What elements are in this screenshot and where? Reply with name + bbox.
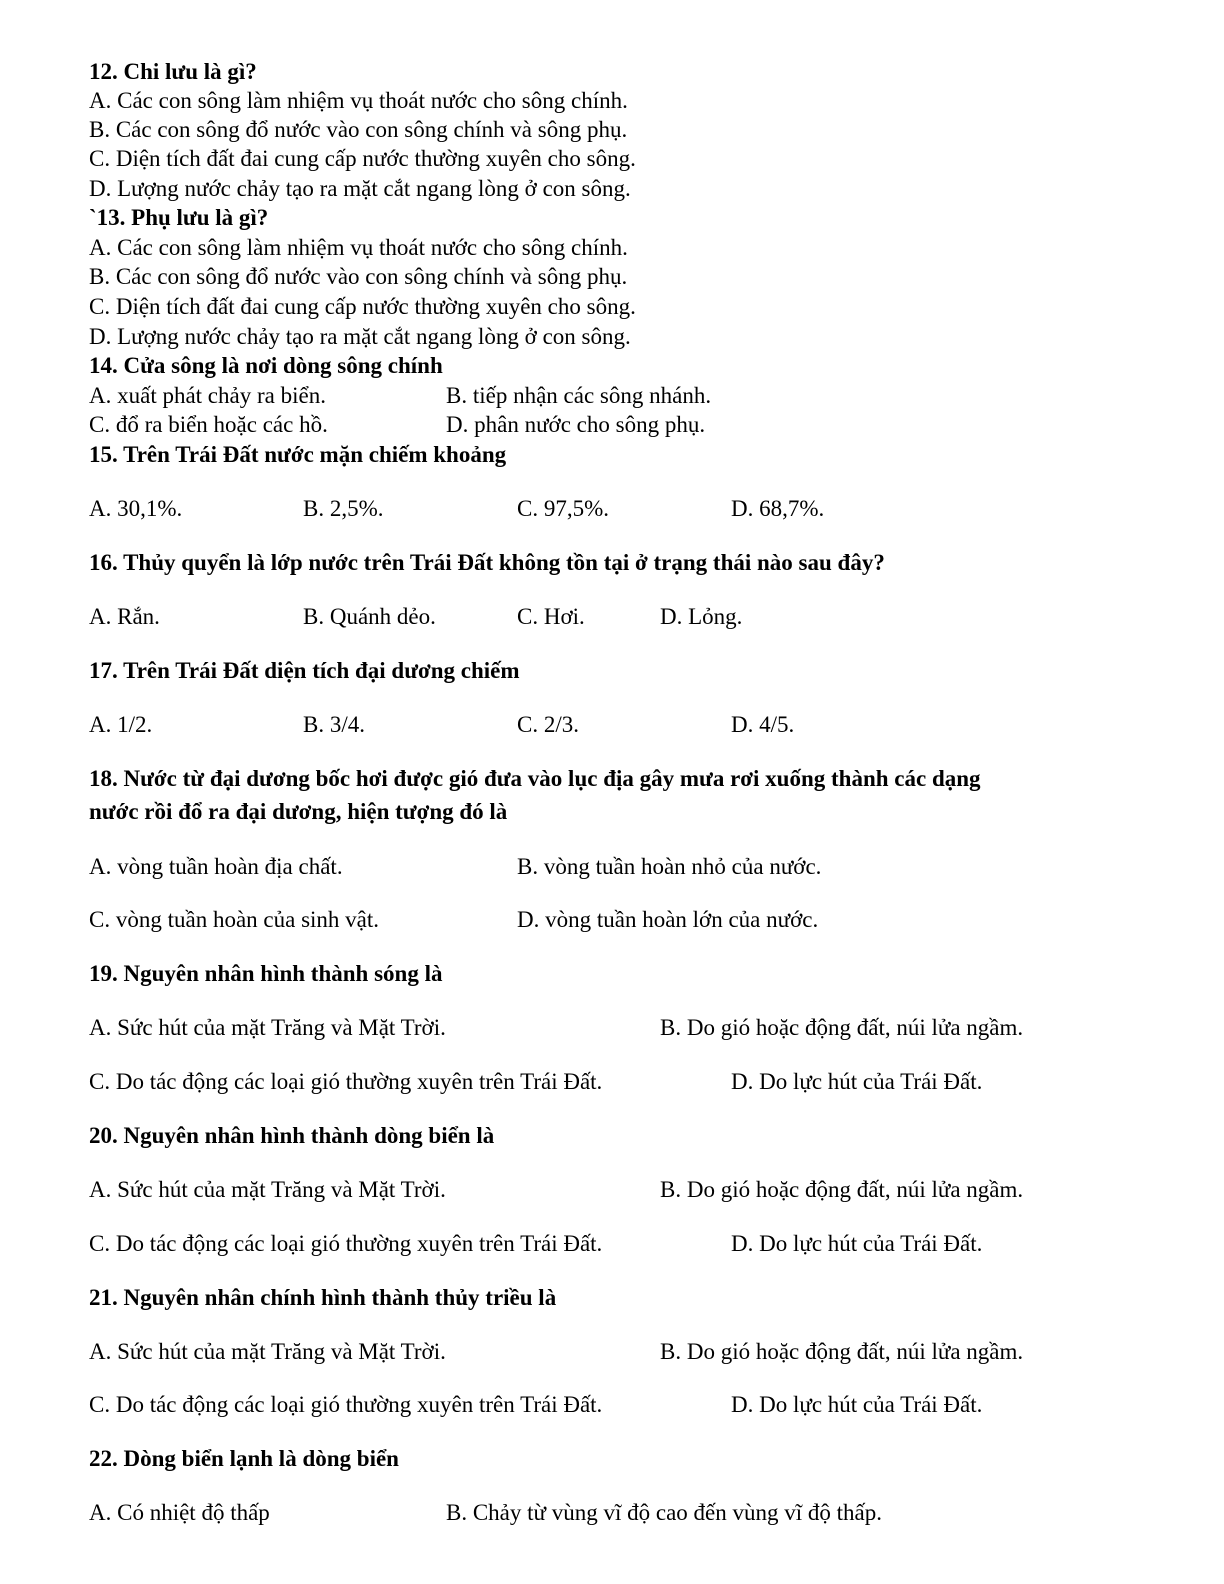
question-14-option-d: D. phân nước cho sông phụ. [446, 412, 706, 437]
question-18-option-a: A. vòng tuần hoàn địa chất. [89, 854, 343, 879]
question-22-option-b: B. Chảy từ vùng vĩ độ cao đến vùng vĩ độ thấp. [446, 1500, 883, 1525]
question-14-option-a: A. xuất phát chảy ra biển. [89, 383, 326, 408]
question-20-title: 20. Nguyên nhân hình thành dòng biển là [89, 1123, 495, 1148]
question-12-option-c: C. Diện tích đất đai cung cấp nước thường xuyên cho sông. [89, 146, 636, 171]
question-16-title: 16. Thủy quyển là lớp nước trên Trái Đất không tồn tại ở trạng thái nào sau đây? [89, 550, 885, 575]
question-17-option-a: A. 1/2. [89, 712, 153, 737]
question-17-option-c: C. 2/3. [517, 712, 579, 737]
question-14-option-b: B. tiếp nhận các sông nhánh. [446, 383, 712, 408]
question-12-option-d: D. Lượng nước chảy tạo ra mặt cắt ngang lòng ở con sông. [89, 176, 631, 201]
question-17-title: 17. Trên Trái Đất diện tích đại dương chiếm [89, 658, 520, 683]
question-16-option-d: D. Lỏng. [660, 604, 743, 629]
question-15-option-b: B. 2,5%. [303, 496, 384, 521]
question-18-title-line-1: 18. Nước từ đại dương bốc hơi được gió đưa vào lục địa gây mưa rơi xuống thành các dạng [89, 766, 981, 791]
question-20-option-b: B. Do gió hoặc động đất, núi lửa ngầm. [660, 1177, 1024, 1202]
question-21-option-d: D. Do lực hút của Trái Đất. [731, 1392, 983, 1417]
question-20-option-c: C. Do tác động các loại gió thường xuyên trên Trái Đất. [89, 1231, 603, 1256]
question-18-option-c: C. vòng tuần hoàn của sinh vật. [89, 907, 380, 932]
question-13-option-a: A. Các con sông làm nhiệm vụ thoát nước cho sông chính. [89, 235, 628, 260]
question-17-option-d: D. 4/5. [731, 712, 795, 737]
question-21-option-b: B. Do gió hoặc động đất, núi lửa ngầm. [660, 1339, 1024, 1364]
question-13-title: `13. Phụ lưu là gì? [89, 205, 269, 230]
question-19-option-c: C. Do tác động các loại gió thường xuyên trên Trái Đất. [89, 1069, 603, 1094]
question-16-option-a: A. Rắn. [89, 604, 160, 629]
question-16-option-c: C. Hơi. [517, 604, 585, 629]
question-15-option-a: A. 30,1%. [89, 496, 183, 521]
question-20-option-a: A. Sức hút của mặt Trăng và Mặt Trời. [89, 1177, 446, 1202]
question-19-option-d: D. Do lực hút của Trái Đất. [731, 1069, 983, 1094]
question-19-title: 19. Nguyên nhân hình thành sóng là [89, 961, 443, 986]
question-19-option-a: A. Sức hút của mặt Trăng và Mặt Trời. [89, 1015, 446, 1040]
question-14-title: 14. Cửa sông là nơi dòng sông chính [89, 353, 443, 378]
question-15-option-c: C. 97,5%. [517, 496, 609, 521]
question-15-option-d: D. 68,7%. [731, 496, 825, 521]
question-18-option-d: D. vòng tuần hoàn lớn của nước. [517, 907, 819, 932]
question-21-title: 21. Nguyên nhân chính hình thành thủy triều là [89, 1285, 557, 1310]
question-12-title: 12. Chi lưu là gì? [89, 59, 257, 84]
question-22-option-a: A. Có nhiệt độ thấp [89, 1500, 270, 1525]
question-20-option-d: D. Do lực hút của Trái Đất. [731, 1231, 983, 1256]
question-19-option-b: B. Do gió hoặc động đất, núi lửa ngầm. [660, 1015, 1024, 1040]
question-18-option-b: B. vòng tuần hoàn nhỏ của nước. [517, 854, 822, 879]
question-16-option-b: B. Quánh dẻo. [303, 604, 436, 629]
question-17-option-b: B. 3/4. [303, 712, 365, 737]
question-21-option-c: C. Do tác động các loại gió thường xuyên trên Trái Đất. [89, 1392, 603, 1417]
question-14-option-c: C. đổ ra biển hoặc các hồ. [89, 412, 328, 437]
question-22-title: 22. Dòng biển lạnh là dòng biển [89, 1446, 399, 1471]
question-13-option-d: D. Lượng nước chảy tạo ra mặt cắt ngang lòng ở con sông. [89, 324, 631, 349]
question-15-title: 15. Trên Trái Đất nước mặn chiếm khoảng [89, 442, 507, 467]
question-12-option-a: A. Các con sông làm nhiệm vụ thoát nước cho sông chính. [89, 88, 628, 113]
question-13-option-c: C. Diện tích đất đai cung cấp nước thường xuyên cho sông. [89, 294, 636, 319]
question-12-option-b: B. Các con sông đổ nước vào con sông chính và sông phụ. [89, 117, 628, 142]
question-21-option-a: A. Sức hút của mặt Trăng và Mặt Trời. [89, 1339, 446, 1364]
question-13-option-b: B. Các con sông đổ nước vào con sông chính và sông phụ. [89, 264, 628, 289]
question-18-title-line-2: nước rồi đổ ra đại dương, hiện tượng đó là [89, 799, 508, 824]
